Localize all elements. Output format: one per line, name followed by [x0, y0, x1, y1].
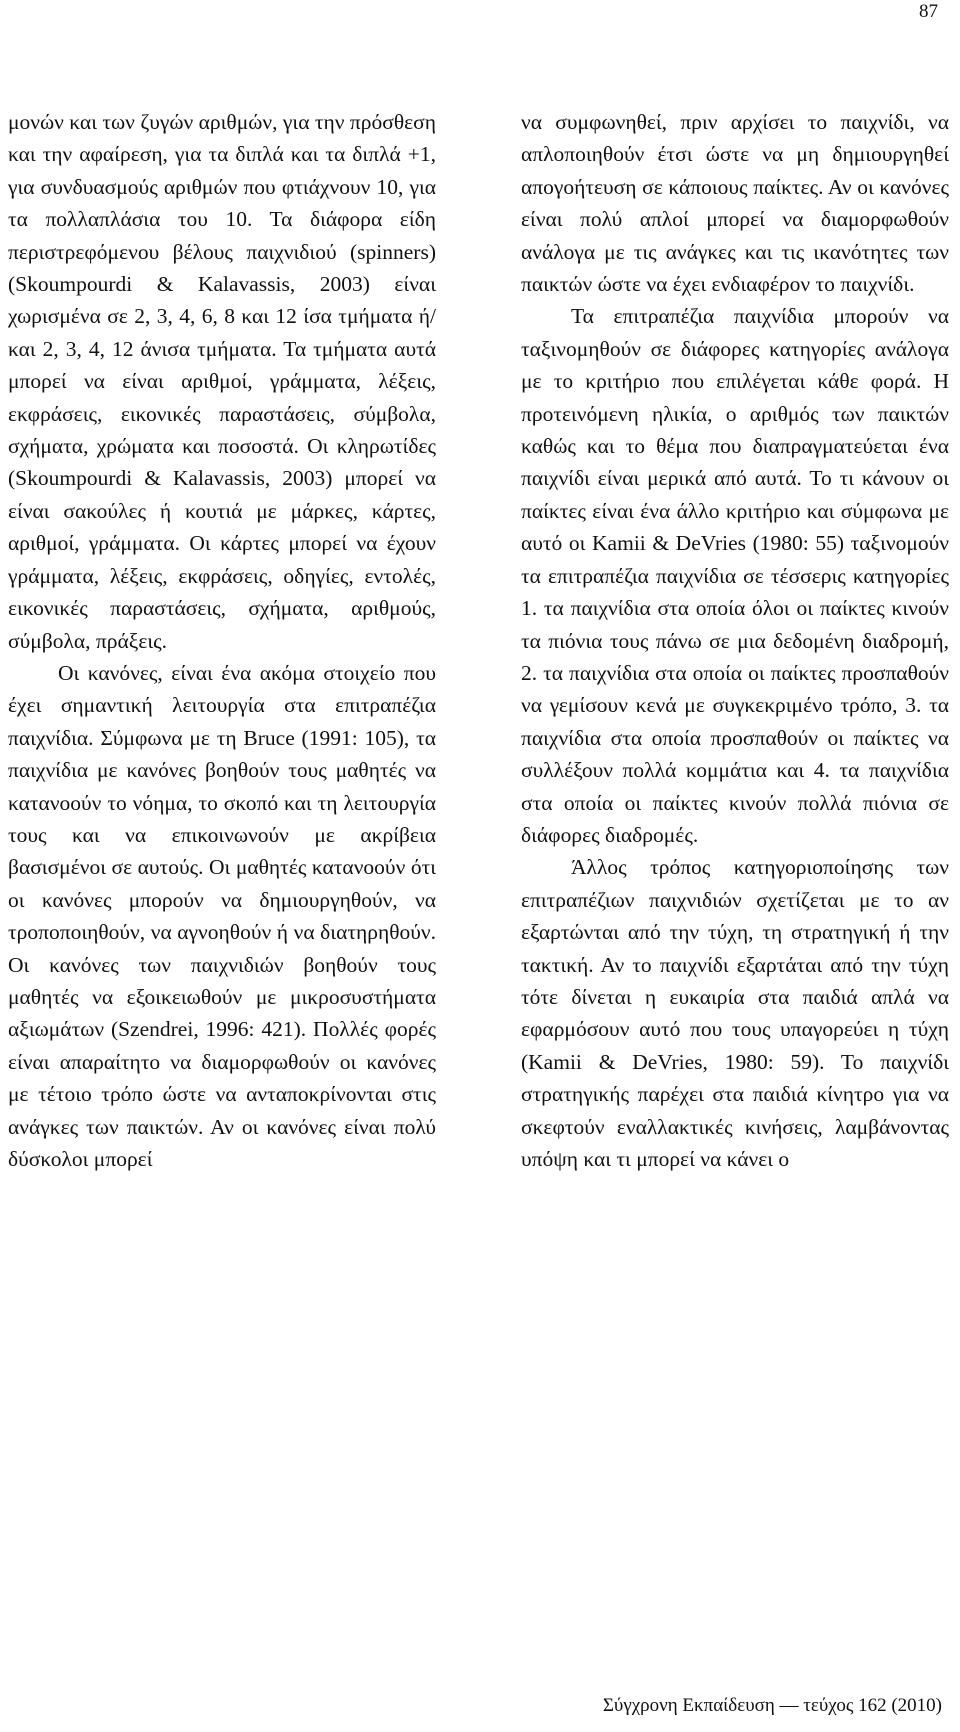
left-column — [8, 106, 436, 1175]
right-column — [521, 106, 949, 1175]
paragraph: να συμφωνηθεί, πριν αρχίσει το παιχνίδι, να απλοποιηθούν έτσι ώστε να μη δημιουργηθεί απογοήτευση σε κάποιους παίκτες. Αν οι κανόνες είναι πολύ απλοί μπορεί να διαμορφωθούν ανάλογα με τις ανάγκες και τις ικανότητες των παικτών ώστε να έχει ενδιαφέρον το παιχνίδι. — [521, 110, 949, 297]
paragraph: μονών και των ζυγών αριθμών, για την πρόσθεση και την αφαίρεση, για τα διπλά και τα διπλά +1, για συνδυασμούς αριθμών που φτιάχνουν 10, για τα πολλαπλάσια του 10. Τα διάφορα είδη περιστρεφόμενου βέλους παιχνιδιού (spinners) (Skoumpourdi & Kalavassis, 2003) είναι χωρισμένα σε 2, 3, 4, 6, 8 και 12 ίσα τμήματα ή/και 2, 3, 4, 12 άνισα τμήματα. Τα τμήματα αυτά μπορεί να είναι αριθμοί, γράμματα, λέξεις, εκφράσεις, εικονικές παραστάσεις, σύμβολα, σχήματα, χρώματα και ποσοστά. Οι κληρωτίδες (Skoumpourdi & Kalavassis, 2003) μπορεί να είναι σακούλες ή κουτιά με μάρκες, κάρτες, αριθμοί, γράμματα. Οι κάρτες μπορεί να έχουν γράμματα, λέξεις, εκφράσεις, οδηγίες, εντολές, εικονικές παραστάσεις, σχήματα, αριθμούς, σύμβολα, πράξεις. — [8, 110, 436, 653]
journal-footer: Σύγχρονη Εκπαίδευση — τεύχος 162 (2010) — [602, 1695, 942, 1716]
paragraph: Άλλος τρόπος κατηγοριοποίησης των επιτραπέζιων παιχνιδιών σχετίζεται με το αν εξαρτώνται από την τύχη, τη στρατηγική ή την τακτική. Αν το παιχνίδι εξαρτάται από την τύχη τότε δίνεται η ευκαιρία στα παιδιά απλά να εφαρμόσουν αυτό που τους υπαγορεύει η τύχη (Kamii & DeVries, 1980: 59). Το παιχνίδι στρατηγικής παρέχει στα παιδιά κίνητρο για να σκεφτούν εναλλακτικές κινήσεις, λαμβάνοντας υπόψη και τι μπορεί να κάνει ο — [521, 855, 949, 1171]
page-number: 87 — [919, 1, 938, 22]
paragraph: Τα επιτραπέζια παιχνίδια μπορούν να ταξινομηθούν σε διάφορες κατηγορίες ανάλογα με το κριτήριο που επιλέγεται κάθε φορά. Η προτεινόμενη ηλικία, ο αριθμός των παικτών καθώς και το θέμα που διαπραγματεύεται ένα παιχνίδι είναι μερικά από αυτά. Το τι κάνουν οι παίκτες είναι ένα άλλο κριτήριο και σύμφωνα με αυτό οι Kamii & DeVries (1980: 55) ταξινομούν τα επιτραπέζια παιχνίδια σε τέσσερις κατηγορίες 1. τα παιχνίδια στα οποία όλοι οι παίκτες κινούν τα πιόνια τους πάνω σε μια δεδομένη διαδρομή, 2. τα παιχνίδια στα οποία οι παίκτες προσπαθούν να γεμίσουν κενά με συγκεκριμένο τρόπο, 3. τα παιχνίδια στα οποία προσπαθούν οι παίκτες να συλλέξουν πολλά κομμάτια και 4. τα παιχνίδια στα οποία οι παίκτες κινούν πολλά πιόνια σε διάφορες διαδρομές. — [521, 304, 949, 847]
paragraph: Οι κανόνες, είναι ένα ακόμα στοιχείο που έχει σημαντική λειτουργία στα επιτραπέζια παιχνίδια. Σύμφωνα με τη Bruce (1991: 105), τα παιχνίδια με κανόνες βοηθούν τους μαθητές να κατανοούν το νόημα, το σκοπό και τη λειτουργία τους και να επικοινωνούν με ακρίβεια βασισμένοι σε αυτούς. Οι μαθητές κατανοούν ότι οι κανόνες μπορούν να δημιουργηθούν, να τροποποιηθούν, να αγνοηθούν ή να διατηρηθούν. Οι κανόνες των παιχνιδιών βοηθούν τους μαθητές να εξοικειωθούν με μικροσυστήματα αξιωμάτων (Szendrei, 1996: 421). Πολλές φορές είναι απαραίτητο να διαμορφωθούν οι κανόνες με τέτοιο τρόπο ώστε να ανταποκρίνονται στις ανάγκες των παικτών. Αν οι κανόνες είναι πολύ δύσκολοι μπορεί — [8, 660, 436, 1171]
